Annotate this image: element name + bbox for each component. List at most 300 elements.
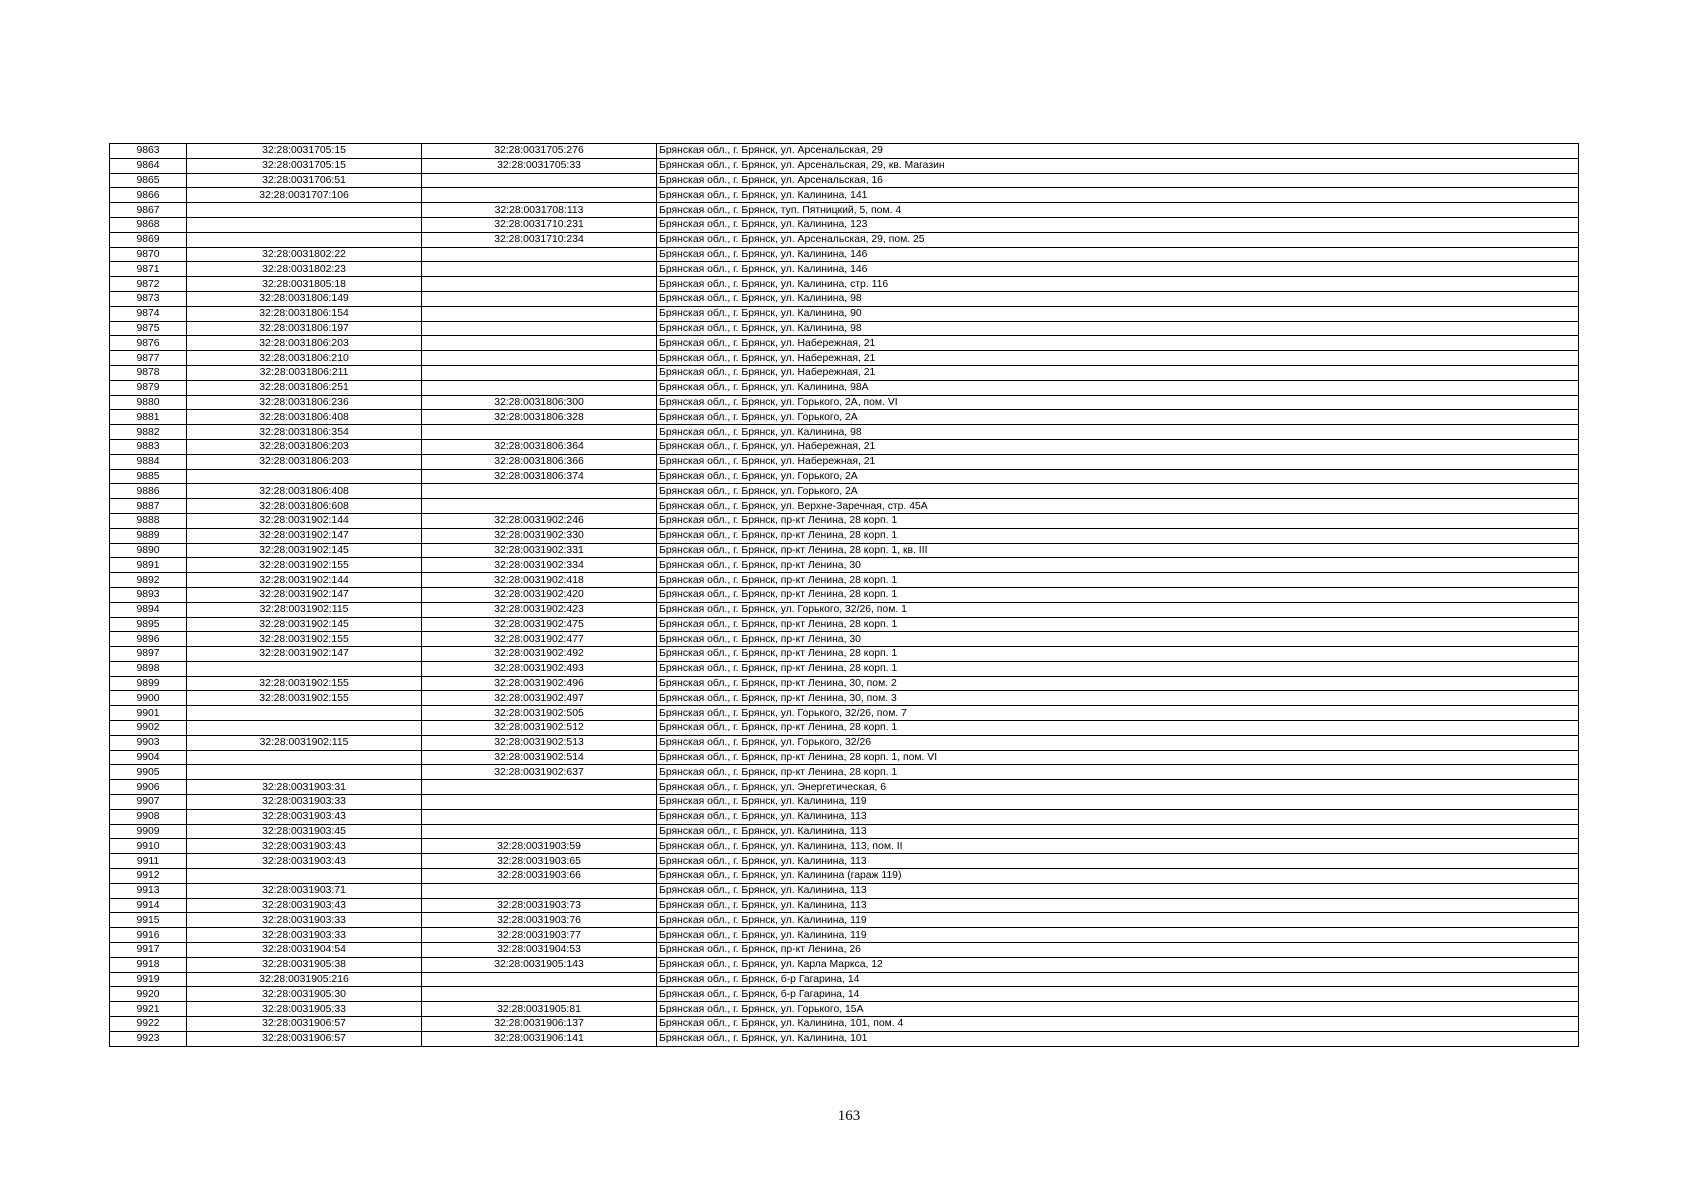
- address-cell: Брянская обл., г. Брянск, ул. Калинина, 146: [657, 262, 1579, 277]
- address-cell: Брянская обл., г. Брянск, пр-кт Ленина, 30, пом. 2: [657, 676, 1579, 691]
- cadastral-number-cell: 32:28:0031806:408: [187, 484, 422, 499]
- table-row: [110, 1017, 1579, 1032]
- row-number-cell: 9913: [110, 883, 187, 898]
- cadastral-number-cell: 32:28:0031904:54: [187, 943, 422, 958]
- cadastral-number-cell: 32:28:0031806:354: [187, 425, 422, 440]
- address-cell: Брянская обл., г. Брянск, б-р Гагарина, 14: [657, 972, 1579, 987]
- address-cell: Брянская обл., г. Брянск, пр-кт Ленина, 28 корп. 1: [657, 528, 1579, 543]
- row-number-cell: 9897: [110, 647, 187, 662]
- parent-cadastral-number-cell: [422, 484, 657, 499]
- cadastral-number-cell: [187, 869, 422, 884]
- row-number-cell: 9900: [110, 691, 187, 706]
- parent-cadastral-number-cell: 32:28:0031902:505: [422, 706, 657, 721]
- row-number-cell: 9883: [110, 439, 187, 454]
- parent-cadastral-number-cell: 32:28:0031902:493: [422, 661, 657, 676]
- address-cell: Брянская обл., г. Брянск, ул. Верхне-Заречная, стр. 45А: [657, 499, 1579, 514]
- row-number-cell: 9880: [110, 395, 187, 410]
- row-number-cell: 9885: [110, 469, 187, 484]
- table-row: [110, 528, 1579, 543]
- table-row: [110, 602, 1579, 617]
- table-row: [110, 144, 1579, 159]
- cadastral-number-cell: 32:28:0031806:203: [187, 439, 422, 454]
- table-row: [110, 883, 1579, 898]
- cadastral-number-cell: 32:28:0031806:149: [187, 291, 422, 306]
- row-number-cell: 9882: [110, 425, 187, 440]
- address-cell: Брянская обл., г. Брянск, ул. Набережная, 21: [657, 439, 1579, 454]
- table-row: [110, 587, 1579, 602]
- table-row: [110, 543, 1579, 558]
- table-row: [110, 972, 1579, 987]
- row-number-cell: 9895: [110, 617, 187, 632]
- parent-cadastral-number-cell: 32:28:0031705:276: [422, 144, 657, 159]
- cadastral-number-cell: 32:28:0031903:33: [187, 913, 422, 928]
- row-number-cell: 9915: [110, 913, 187, 928]
- row-number-cell: 9918: [110, 957, 187, 972]
- row-number-cell: 9919: [110, 972, 187, 987]
- table-row: [110, 765, 1579, 780]
- address-cell: Брянская обл., г. Брянск, ул. Горького, 32/26, пом. 7: [657, 706, 1579, 721]
- parent-cadastral-number-cell: 32:28:0031902:418: [422, 573, 657, 588]
- cadastral-number-cell: [187, 232, 422, 247]
- cadastral-number-cell: 32:28:0031905:30: [187, 987, 422, 1002]
- cadastral-number-cell: 32:28:0031902:145: [187, 543, 422, 558]
- table-row: [110, 809, 1579, 824]
- row-number-cell: 9921: [110, 1002, 187, 1017]
- row-number-cell: 9888: [110, 513, 187, 528]
- address-cell: Брянская обл., г. Брянск, ул. Арсенальская, 29, пом. 25: [657, 232, 1579, 247]
- cadastral-number-cell: 32:28:0031905:216: [187, 972, 422, 987]
- cadastral-number-cell: 32:28:0031902:155: [187, 558, 422, 573]
- table-row: [110, 454, 1579, 469]
- row-number-cell: 9904: [110, 750, 187, 765]
- address-cell: Брянская обл., г. Брянск, ул. Горького, 15А: [657, 1002, 1579, 1017]
- cadastral-number-cell: 32:28:0031806:251: [187, 380, 422, 395]
- parent-cadastral-number-cell: 32:28:0031902:512: [422, 721, 657, 736]
- table-row: [110, 203, 1579, 218]
- address-cell: Брянская обл., г. Брянск, ул. Калинина, 119: [657, 795, 1579, 810]
- table-row: [110, 795, 1579, 810]
- row-number-cell: 9910: [110, 839, 187, 854]
- parent-cadastral-number-cell: [422, 247, 657, 262]
- parent-cadastral-number-cell: 32:28:0031806:328: [422, 410, 657, 425]
- table-row: [110, 395, 1579, 410]
- cadastral-number-cell: [187, 750, 422, 765]
- address-cell: Брянская обл., г. Брянск, ул. Калинина, 141: [657, 188, 1579, 203]
- row-number-cell: 9912: [110, 869, 187, 884]
- address-cell: Брянская обл., г. Брянск, ул. Калинина, стр. 116: [657, 277, 1579, 292]
- table-row: [110, 484, 1579, 499]
- row-number-cell: 9909: [110, 824, 187, 839]
- table-row: [110, 854, 1579, 869]
- address-cell: Брянская обл., г. Брянск, ул. Калинина, 90: [657, 306, 1579, 321]
- parent-cadastral-number-cell: 32:28:0031902:497: [422, 691, 657, 706]
- parent-cadastral-number-cell: [422, 173, 657, 188]
- parent-cadastral-number-cell: 32:28:0031902:496: [422, 676, 657, 691]
- table-row: [110, 158, 1579, 173]
- address-cell: Брянская обл., г. Брянск, пр-кт Ленина, 28 корп. 1: [657, 617, 1579, 632]
- address-cell: Брянская обл., г. Брянск, ул. Калинина, 113: [657, 854, 1579, 869]
- parent-cadastral-number-cell: 32:28:0031806:300: [422, 395, 657, 410]
- parent-cadastral-number-cell: 32:28:0031806:374: [422, 469, 657, 484]
- address-cell: Брянская обл., г. Брянск, ул. Калинина, 119: [657, 913, 1579, 928]
- address-cell: Брянская обл., г. Брянск, ул. Карла Маркса, 12: [657, 957, 1579, 972]
- cadastral-number-cell: 32:28:0031902:147: [187, 647, 422, 662]
- parent-cadastral-number-cell: [422, 336, 657, 351]
- table-row: [110, 928, 1579, 943]
- parent-cadastral-number-cell: 32:28:0031710:231: [422, 217, 657, 232]
- address-cell: Брянская обл., г. Брянск, ул. Арсенальская, 16: [657, 173, 1579, 188]
- address-cell: Брянская обл., г. Брянск, пр-кт Ленина, 30: [657, 558, 1579, 573]
- table-row: [110, 232, 1579, 247]
- parent-cadastral-number-cell: [422, 321, 657, 336]
- parent-cadastral-number-cell: 32:28:0031905:143: [422, 957, 657, 972]
- table-row: [110, 750, 1579, 765]
- address-cell: Брянская обл., г. Брянск, ул. Горького, 2А: [657, 410, 1579, 425]
- row-number-cell: 9876: [110, 336, 187, 351]
- address-cell: Брянская обл., г. Брянск, пр-кт Ленина, 28 корп. 1: [657, 647, 1579, 662]
- row-number-cell: 9905: [110, 765, 187, 780]
- cadastral-number-cell: 32:28:0031706:51: [187, 173, 422, 188]
- table-row: [110, 380, 1579, 395]
- row-number-cell: 9920: [110, 987, 187, 1002]
- table-row: [110, 706, 1579, 721]
- cadastral-number-cell: [187, 706, 422, 721]
- table-row: [110, 839, 1579, 854]
- parent-cadastral-number-cell: 32:28:0031902:475: [422, 617, 657, 632]
- address-cell: Брянская обл., г. Брянск, ул. Набережная, 21: [657, 336, 1579, 351]
- parent-cadastral-number-cell: [422, 277, 657, 292]
- parent-cadastral-number-cell: 32:28:0031904:53: [422, 943, 657, 958]
- parent-cadastral-number-cell: 32:28:0031906:137: [422, 1017, 657, 1032]
- address-cell: Брянская обл., г. Брянск, ул. Горького, 2А, пом. VI: [657, 395, 1579, 410]
- row-number-cell: 9901: [110, 706, 187, 721]
- table-row: [110, 943, 1579, 958]
- table-row: [110, 425, 1579, 440]
- table-row: [110, 513, 1579, 528]
- cadastral-number-cell: 32:28:0031705:15: [187, 144, 422, 159]
- address-cell: Брянская обл., г. Брянск, ул. Калинина, 98: [657, 291, 1579, 306]
- table-row: [110, 617, 1579, 632]
- parent-cadastral-number-cell: [422, 306, 657, 321]
- row-number-cell: 9889: [110, 528, 187, 543]
- parent-cadastral-number-cell: [422, 380, 657, 395]
- row-number-cell: 9869: [110, 232, 187, 247]
- parent-cadastral-number-cell: [422, 795, 657, 810]
- address-cell: Брянская обл., г. Брянск, пр-кт Ленина, 28 корп. 1, кв. III: [657, 543, 1579, 558]
- cadastral-number-cell: 32:28:0031806:197: [187, 321, 422, 336]
- row-number-cell: 9870: [110, 247, 187, 262]
- address-cell: Брянская обл., г. Брянск, б-р Гагарина, 14: [657, 987, 1579, 1002]
- cadastral-number-cell: 32:28:0031806:608: [187, 499, 422, 514]
- row-number-cell: 9886: [110, 484, 187, 499]
- address-cell: Брянская обл., г. Брянск, пр-кт Ленина, 28 корп. 1: [657, 765, 1579, 780]
- table-row: [110, 721, 1579, 736]
- row-number-cell: 9907: [110, 795, 187, 810]
- parent-cadastral-number-cell: 32:28:0031806:364: [422, 439, 657, 454]
- row-number-cell: 9867: [110, 203, 187, 218]
- cadastral-number-cell: 32:28:0031902:155: [187, 676, 422, 691]
- cadastral-number-cell: 32:28:0031902:115: [187, 735, 422, 750]
- page-number: 163: [837, 1108, 861, 1124]
- row-number-cell: 9891: [110, 558, 187, 573]
- cadastral-number-cell: 32:28:0031806:210: [187, 351, 422, 366]
- address-cell: Брянская обл., г. Брянск, ул. Горького, 2А: [657, 469, 1579, 484]
- parent-cadastral-number-cell: 32:28:0031705:33: [422, 158, 657, 173]
- parent-cadastral-number-cell: 32:28:0031903:73: [422, 898, 657, 913]
- parent-cadastral-number-cell: 32:28:0031710:234: [422, 232, 657, 247]
- row-number-cell: 9872: [110, 277, 187, 292]
- table-row: [110, 676, 1579, 691]
- row-number-cell: 9865: [110, 173, 187, 188]
- table-row: [110, 661, 1579, 676]
- table-row: [110, 499, 1579, 514]
- cadastral-number-cell: 32:28:0031806:154: [187, 306, 422, 321]
- address-cell: Брянская обл., г. Брянск, ул. Калинина, 113: [657, 824, 1579, 839]
- row-number-cell: 9914: [110, 898, 187, 913]
- row-number-cell: 9898: [110, 661, 187, 676]
- table-row: [110, 735, 1579, 750]
- address-cell: Брянская обл., г. Брянск, пр-кт Ленина, 28 корп. 1: [657, 587, 1579, 602]
- row-number-cell: 9881: [110, 410, 187, 425]
- cadastral-number-cell: 32:28:0031802:23: [187, 262, 422, 277]
- registry-table: [109, 143, 1579, 1047]
- cadastral-number-cell: 32:28:0031805:18: [187, 277, 422, 292]
- cadastral-number-cell: 32:28:0031906:57: [187, 1017, 422, 1032]
- address-cell: Брянская обл., г. Брянск, ул. Набережная, 21: [657, 454, 1579, 469]
- parent-cadastral-number-cell: 32:28:0031902:330: [422, 528, 657, 543]
- cadastral-number-cell: 32:28:0031903:45: [187, 824, 422, 839]
- cadastral-number-cell: [187, 469, 422, 484]
- row-number-cell: 9922: [110, 1017, 187, 1032]
- table-row: [110, 558, 1579, 573]
- address-cell: Брянская обл., г. Брянск, туп. Пятницкий, 5, пом. 4: [657, 203, 1579, 218]
- address-cell: Брянская обл., г. Брянск, ул. Горького, 32/26: [657, 735, 1579, 750]
- parent-cadastral-number-cell: 32:28:0031903:66: [422, 869, 657, 884]
- table-row: [110, 188, 1579, 203]
- row-number-cell: 9906: [110, 780, 187, 795]
- cadastral-number-cell: 32:28:0031903:43: [187, 854, 422, 869]
- table-row: [110, 913, 1579, 928]
- address-cell: Брянская обл., г. Брянск, ул. Калинина, 146: [657, 247, 1579, 262]
- cadastral-number-cell: 32:28:0031902:115: [187, 602, 422, 617]
- address-cell: Брянская обл., г. Брянск, ул. Калинина, 98А: [657, 380, 1579, 395]
- address-cell: Брянская обл., г. Брянск, ул. Калинина (гараж 119): [657, 869, 1579, 884]
- row-number-cell: 9911: [110, 854, 187, 869]
- parent-cadastral-number-cell: [422, 987, 657, 1002]
- cadastral-number-cell: 32:28:0031903:43: [187, 809, 422, 824]
- table-row: [110, 262, 1579, 277]
- row-number-cell: 9871: [110, 262, 187, 277]
- cadastral-number-cell: 32:28:0031903:33: [187, 928, 422, 943]
- table-row: [110, 573, 1579, 588]
- cadastral-number-cell: 32:28:0031902:144: [187, 573, 422, 588]
- table-row: [110, 987, 1579, 1002]
- table-row: [110, 306, 1579, 321]
- cadastral-number-cell: 32:28:0031903:43: [187, 898, 422, 913]
- table-row: [110, 1031, 1579, 1046]
- cadastral-number-cell: 32:28:0031903:33: [187, 795, 422, 810]
- row-number-cell: 9917: [110, 943, 187, 958]
- table-row: [110, 291, 1579, 306]
- address-cell: Брянская обл., г. Брянск, пр-кт Ленина, 28 корп. 1: [657, 721, 1579, 736]
- parent-cadastral-number-cell: [422, 780, 657, 795]
- parent-cadastral-number-cell: 32:28:0031902:513: [422, 735, 657, 750]
- cadastral-number-cell: 32:28:0031906:57: [187, 1031, 422, 1046]
- cadastral-number-cell: 32:28:0031903:71: [187, 883, 422, 898]
- row-number-cell: 9877: [110, 351, 187, 366]
- row-number-cell: 9868: [110, 217, 187, 232]
- parent-cadastral-number-cell: 32:28:0031902:246: [422, 513, 657, 528]
- parent-cadastral-number-cell: 32:28:0031902:331: [422, 543, 657, 558]
- address-cell: Брянская обл., г. Брянск, ул. Горького, 2А: [657, 484, 1579, 499]
- row-number-cell: 9903: [110, 735, 187, 750]
- cadastral-number-cell: 32:28:0031905:38: [187, 957, 422, 972]
- cadastral-number-cell: 32:28:0031902:147: [187, 587, 422, 602]
- table-row: [110, 336, 1579, 351]
- cadastral-number-cell: 32:28:0031903:43: [187, 839, 422, 854]
- address-cell: Брянская обл., г. Брянск, ул. Калинина, 98: [657, 321, 1579, 336]
- row-number-cell: 9892: [110, 573, 187, 588]
- parent-cadastral-number-cell: [422, 499, 657, 514]
- address-cell: Брянская обл., г. Брянск, ул. Калинина, 98: [657, 425, 1579, 440]
- parent-cadastral-number-cell: 32:28:0031902:514: [422, 750, 657, 765]
- address-cell: Брянская обл., г. Брянск, ул. Калинина, 113: [657, 883, 1579, 898]
- parent-cadastral-number-cell: [422, 188, 657, 203]
- cadastral-number-cell: 32:28:0031902:145: [187, 617, 422, 632]
- address-cell: Брянская обл., г. Брянск, ул. Набережная, 21: [657, 365, 1579, 380]
- cadastral-number-cell: 32:28:0031902:155: [187, 691, 422, 706]
- parent-cadastral-number-cell: 32:28:0031902:420: [422, 587, 657, 602]
- cadastral-number-cell: 32:28:0031902:147: [187, 528, 422, 543]
- parent-cadastral-number-cell: 32:28:0031905:81: [422, 1002, 657, 1017]
- table-row: [110, 824, 1579, 839]
- address-cell: Брянская обл., г. Брянск, ул. Калинина, 101, пом. 4: [657, 1017, 1579, 1032]
- address-cell: Брянская обл., г. Брянск, ул. Набережная, 21: [657, 351, 1579, 366]
- parent-cadastral-number-cell: [422, 972, 657, 987]
- parent-cadastral-number-cell: [422, 351, 657, 366]
- address-cell: Брянская обл., г. Брянск, ул. Калинина, 123: [657, 217, 1579, 232]
- row-number-cell: 9902: [110, 721, 187, 736]
- row-number-cell: 9923: [110, 1031, 187, 1046]
- row-number-cell: 9866: [110, 188, 187, 203]
- row-number-cell: 9896: [110, 632, 187, 647]
- cadastral-number-cell: 32:28:0031902:144: [187, 513, 422, 528]
- cadastral-number-cell: 32:28:0031903:31: [187, 780, 422, 795]
- address-cell: Брянская обл., г. Брянск, пр-кт Ленина, 28 корп. 1, пом. VI: [657, 750, 1579, 765]
- parent-cadastral-number-cell: 32:28:0031903:59: [422, 839, 657, 854]
- cadastral-number-cell: [187, 661, 422, 676]
- parent-cadastral-number-cell: 32:28:0031903:77: [422, 928, 657, 943]
- parent-cadastral-number-cell: 32:28:0031806:366: [422, 454, 657, 469]
- cadastral-number-cell: 32:28:0031806:203: [187, 336, 422, 351]
- cadastral-number-cell: 32:28:0031806:203: [187, 454, 422, 469]
- cadastral-number-cell: 32:28:0031802:22: [187, 247, 422, 262]
- parent-cadastral-number-cell: [422, 365, 657, 380]
- table-row: [110, 321, 1579, 336]
- parent-cadastral-number-cell: 32:28:0031903:65: [422, 854, 657, 869]
- row-number-cell: 9884: [110, 454, 187, 469]
- address-cell: Брянская обл., г. Брянск, ул. Калинина, 113: [657, 898, 1579, 913]
- table-row: [110, 439, 1579, 454]
- address-cell: Брянская обл., г. Брянск, пр-кт Ленина, 26: [657, 943, 1579, 958]
- parent-cadastral-number-cell: 32:28:0031708:113: [422, 203, 657, 218]
- table-row: [110, 898, 1579, 913]
- cadastral-number-cell: 32:28:0031905:33: [187, 1002, 422, 1017]
- address-cell: Брянская обл., г. Брянск, ул. Калинина, 101: [657, 1031, 1579, 1046]
- table-row: [110, 277, 1579, 292]
- address-cell: Брянская обл., г. Брянск, пр-кт Ленина, 30: [657, 632, 1579, 647]
- cadastral-number-cell: [187, 203, 422, 218]
- address-cell: Брянская обл., г. Брянск, ул. Калинина, 113: [657, 809, 1579, 824]
- table-row: [110, 647, 1579, 662]
- parent-cadastral-number-cell: [422, 824, 657, 839]
- address-cell: Брянская обл., г. Брянск, ул. Арсенальская, 29, кв. Магазин: [657, 158, 1579, 173]
- row-number-cell: 9890: [110, 543, 187, 558]
- cadastral-number-cell: 32:28:0031806:211: [187, 365, 422, 380]
- address-cell: Брянская обл., г. Брянск, ул. Энергетическая, 6: [657, 780, 1579, 795]
- row-number-cell: 9874: [110, 306, 187, 321]
- table-row: [110, 351, 1579, 366]
- row-number-cell: 9875: [110, 321, 187, 336]
- parent-cadastral-number-cell: 32:28:0031902:492: [422, 647, 657, 662]
- row-number-cell: 9908: [110, 809, 187, 824]
- cadastral-number-cell: 32:28:0031806:236: [187, 395, 422, 410]
- parent-cadastral-number-cell: 32:28:0031902:423: [422, 602, 657, 617]
- row-number-cell: 9864: [110, 158, 187, 173]
- address-cell: Брянская обл., г. Брянск, ул. Калинина, 119: [657, 928, 1579, 943]
- row-number-cell: 9878: [110, 365, 187, 380]
- cadastral-number-cell: 32:28:0031806:408: [187, 410, 422, 425]
- table-row: [110, 173, 1579, 188]
- parent-cadastral-number-cell: [422, 291, 657, 306]
- row-number-cell: 9893: [110, 587, 187, 602]
- cadastral-number-cell: [187, 217, 422, 232]
- registry-table-body: [110, 144, 1579, 1047]
- row-number-cell: 9887: [110, 499, 187, 514]
- row-number-cell: 9899: [110, 676, 187, 691]
- table-row: [110, 469, 1579, 484]
- parent-cadastral-number-cell: [422, 809, 657, 824]
- table-row: [110, 632, 1579, 647]
- row-number-cell: 9863: [110, 144, 187, 159]
- row-number-cell: 9894: [110, 602, 187, 617]
- address-cell: Брянская обл., г. Брянск, ул. Арсенальская, 29: [657, 144, 1579, 159]
- address-cell: Брянская обл., г. Брянск, ул. Горького, 32/26, пом. 1: [657, 602, 1579, 617]
- row-number-cell: 9873: [110, 291, 187, 306]
- table-row: [110, 869, 1579, 884]
- parent-cadastral-number-cell: 32:28:0031902:334: [422, 558, 657, 573]
- table-row: [110, 217, 1579, 232]
- address-cell: Брянская обл., г. Брянск, пр-кт Ленина, 28 корп. 1: [657, 513, 1579, 528]
- address-cell: Брянская обл., г. Брянск, ул. Калинина, 113, пом. II: [657, 839, 1579, 854]
- parent-cadastral-number-cell: [422, 425, 657, 440]
- address-cell: Брянская обл., г. Брянск, пр-кт Ленина, 28 корп. 1: [657, 573, 1579, 588]
- cadastral-number-cell: [187, 765, 422, 780]
- cadastral-number-cell: 32:28:0031705:15: [187, 158, 422, 173]
- row-number-cell: 9916: [110, 928, 187, 943]
- parent-cadastral-number-cell: 32:28:0031902:477: [422, 632, 657, 647]
- address-cell: Брянская обл., г. Брянск, пр-кт Ленина, 28 корп. 1: [657, 661, 1579, 676]
- table-row: [110, 410, 1579, 425]
- table-row: [110, 780, 1579, 795]
- cadastral-number-cell: 32:28:0031707:106: [187, 188, 422, 203]
- parent-cadastral-number-cell: [422, 883, 657, 898]
- table-row: [110, 957, 1579, 972]
- table-row: [110, 1002, 1579, 1017]
- cadastral-number-cell: [187, 721, 422, 736]
- table-row: [110, 365, 1579, 380]
- table-row: [110, 247, 1579, 262]
